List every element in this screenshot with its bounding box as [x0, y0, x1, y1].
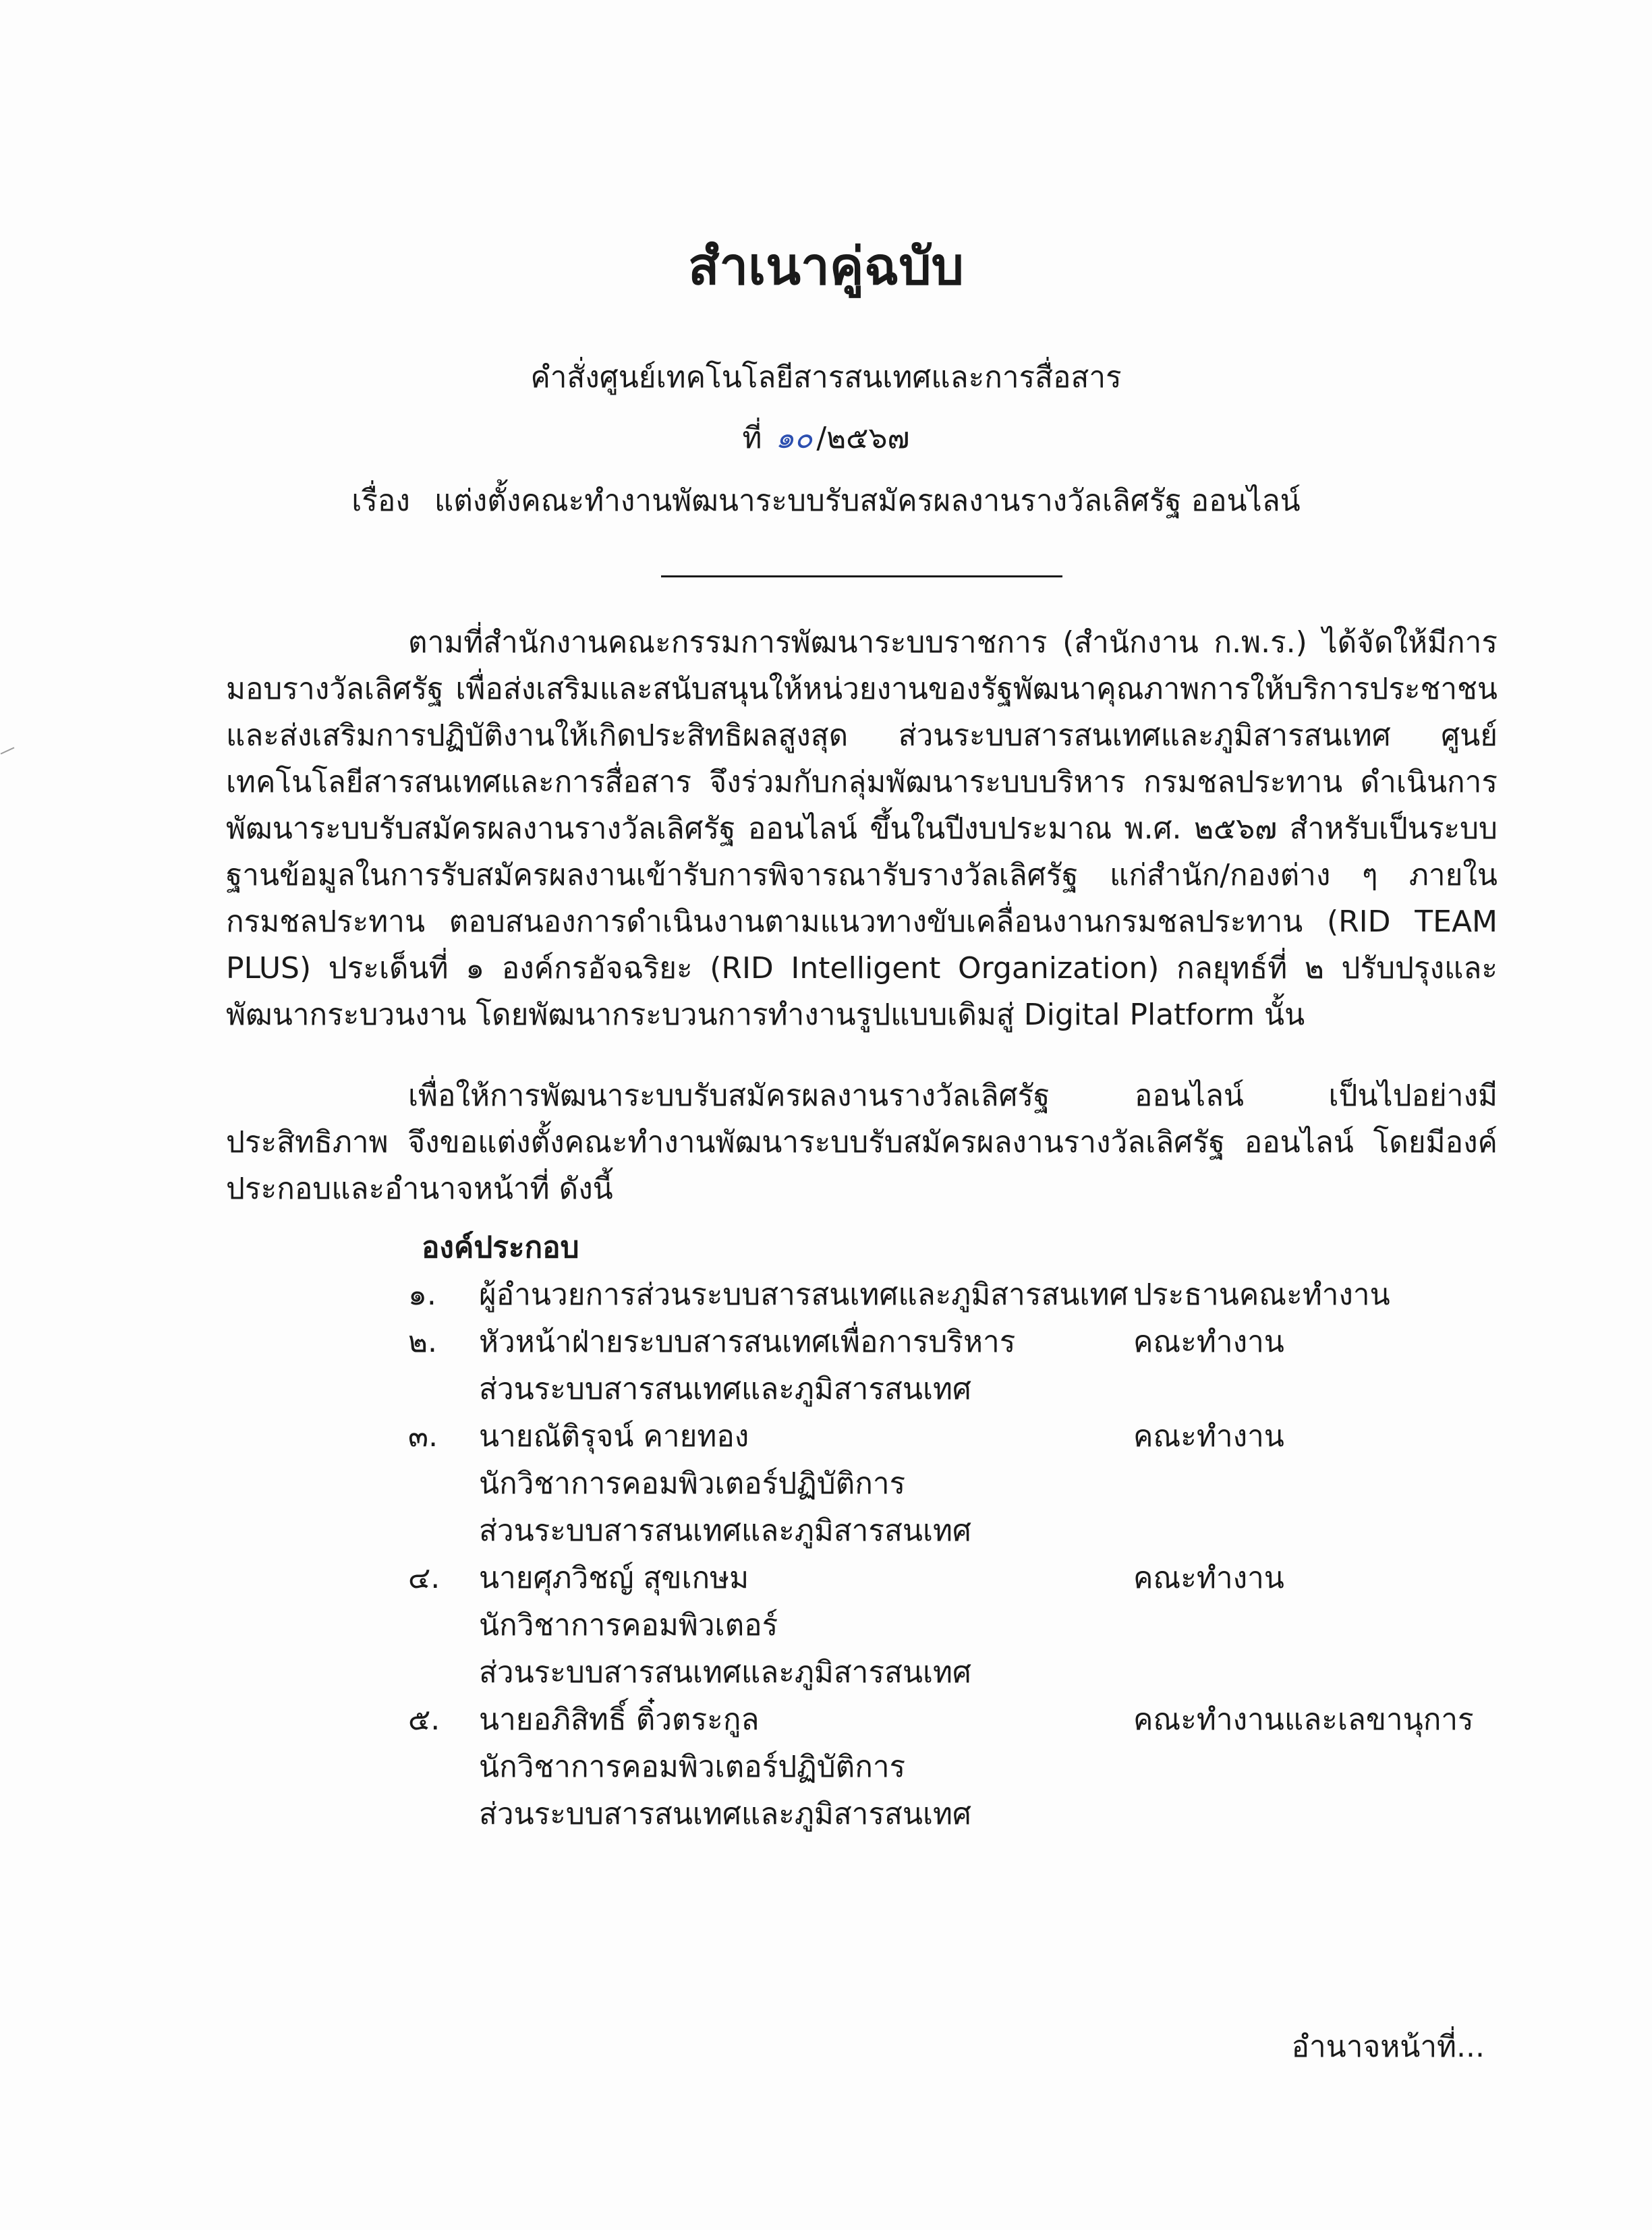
member-item: [408, 1271, 1555, 1319]
member-number: ๒.: [408, 1325, 437, 1359]
member-role: ประธานคณะทำงาน: [1133, 1278, 1390, 1312]
member-role: คณะทำงาน: [1133, 1561, 1284, 1595]
subject-text: แต่งตั้งคณะทำงานพัฒนาระบบรับสมัครผลงานรางวัลเลิศรัฐ ออนไลน์: [434, 484, 1301, 518]
order-number-handwritten: ๑๐: [775, 421, 813, 455]
member-number: ๔.: [408, 1561, 440, 1595]
member-line: ส่วนระบบสารสนเทศและภูมิสารสนเทศ: [479, 1514, 971, 1548]
member-line: นักวิชาการคอมพิวเตอร์ปฏิบัติการ: [479, 1750, 906, 1784]
order-title: คำสั่งศูนย์เทคโนโลยีสารสนเทศและการสื่อสาร: [530, 360, 1122, 395]
order-number-suffix: /๒๕๖๗: [816, 421, 910, 455]
member-number: ๑.: [408, 1278, 436, 1312]
member-line: นายณัติรุจน์ คายทอง: [479, 1419, 749, 1454]
body-paragraph-2: เพื่อให้การพัฒนาระบบรับสมัครผลงานรางวัลเลิศรัฐ ออนไลน์ เป็นไปอย่างมีประสิทธิภาพ จึงขอแต่งตั้งคณะทำงานพัฒนาระบบรับสมัครผลงานรางวัลเลิศรัฐ ออนไลน์ โดยมีองค์ประกอบและอำนาจหน้าที่ ดังนี้: [226, 1079, 1498, 1206]
member-line: ส่วนระบบสารสนเทศและภูมิสารสนเทศ: [479, 1797, 971, 1831]
member-line: หัวหน้าฝ่ายระบบสารสนเทศเพื่อการบริหาร: [479, 1325, 1016, 1359]
member-line: นักวิชาการคอมพิวเตอร์ปฏิบัติการ: [479, 1466, 906, 1501]
member-line: นักวิชาการคอมพิวเตอร์: [479, 1608, 778, 1642]
member-item: [408, 1555, 1555, 1696]
subject-label: เรื่อง: [351, 484, 410, 518]
member-role: คณะทำงานและเลขานุการ: [1133, 1703, 1474, 1737]
member-line: ส่วนระบบสารสนเทศและภูมิสารสนเทศ: [479, 1372, 971, 1406]
member-item: [408, 1696, 1555, 1838]
member-role: คณะทำงาน: [1133, 1419, 1284, 1454]
member-number: ๕.: [408, 1703, 440, 1737]
member-line: ส่วนระบบสารสนเทศและภูมิสารสนเทศ: [479, 1655, 971, 1690]
member-item: [408, 1319, 1555, 1413]
member-list: [408, 1271, 1555, 1838]
member-line: ผู้อำนวยการส่วนระบบสารสนเทศและภูมิสารสนเทศ: [479, 1278, 1129, 1312]
member-line: นายอภิสิทธิ์ ติ๋วตระกูล: [479, 1703, 760, 1737]
order-number-prefix: ที่: [742, 421, 762, 455]
scan-mark: [1, 747, 15, 754]
continuation-note: อำนาจหน้าที่...: [1291, 2030, 1485, 2064]
member-item: [408, 1413, 1555, 1555]
member-number: ๓.: [408, 1419, 438, 1454]
composition-heading: องค์ประกอบ: [422, 1230, 579, 1265]
order-number: [0, 415, 1652, 462]
copy-stamp-title: สำเนาคู่ฉบับ: [688, 236, 964, 296]
member-line: นายศุภวิชญ์ สุขเกษม: [479, 1561, 749, 1595]
order-subject: [0, 478, 1652, 525]
body-paragraph-1: ตามที่สำนักงานคณะกรรมการพัฒนาระบบราชการ (สำนักงาน ก.พ.ร.) ได้จัดให้มีการมอบรางวัลเลิศรัฐ เพื่อส่งเสริมและสนับสนุนให้หน่วยงานของรัฐพัฒนาคุณภาพการให้บริการประชาชน และส่งเสริมการปฏิบัติงานให้เกิดประสิทธิผลสูงสุด ส่วนระบบสารสนเทศและภูมิสารสนเทศ ศูนย์เทคโนโลยีสารสนเทศและการสื่อสาร จึงร่วมกับกลุ่มพัฒนาระบบบริหาร กรมชลประทาน ดำเนินการพัฒนาระบบรับสมัครผลงานรางวัลเลิศรัฐ ออนไลน์ ขึ้นในปีงบประมาณ พ.ศ. ๒๕๖๗ สำหรับเป็นระบบฐานข้อมูลในการรับสมัครผลงานเข้ารับการพิจารณารับรางวัลเลิศรัฐ แก่สำนัก/กองต่าง ๆ ภายในกรมชลประทาน ตอบสนองการดำเนินงานตามแนวทางขับเคลื่อนงานกรมชลประทาน (RID TEAM PLUS) ประเด็นที่ ๑ องค์กรอัจฉริยะ (RID Intelligent Organization) กลยุทธ์ที่ ๒ ปรับปรุงและพัฒนากระบวนงาน โดยพัฒนากระบวนการทำงานรูปแบบเดิมสู่ Digital Platform นั้น: [226, 625, 1498, 1032]
header-divider: [661, 575, 1062, 577]
member-role: คณะทำงาน: [1133, 1325, 1284, 1359]
